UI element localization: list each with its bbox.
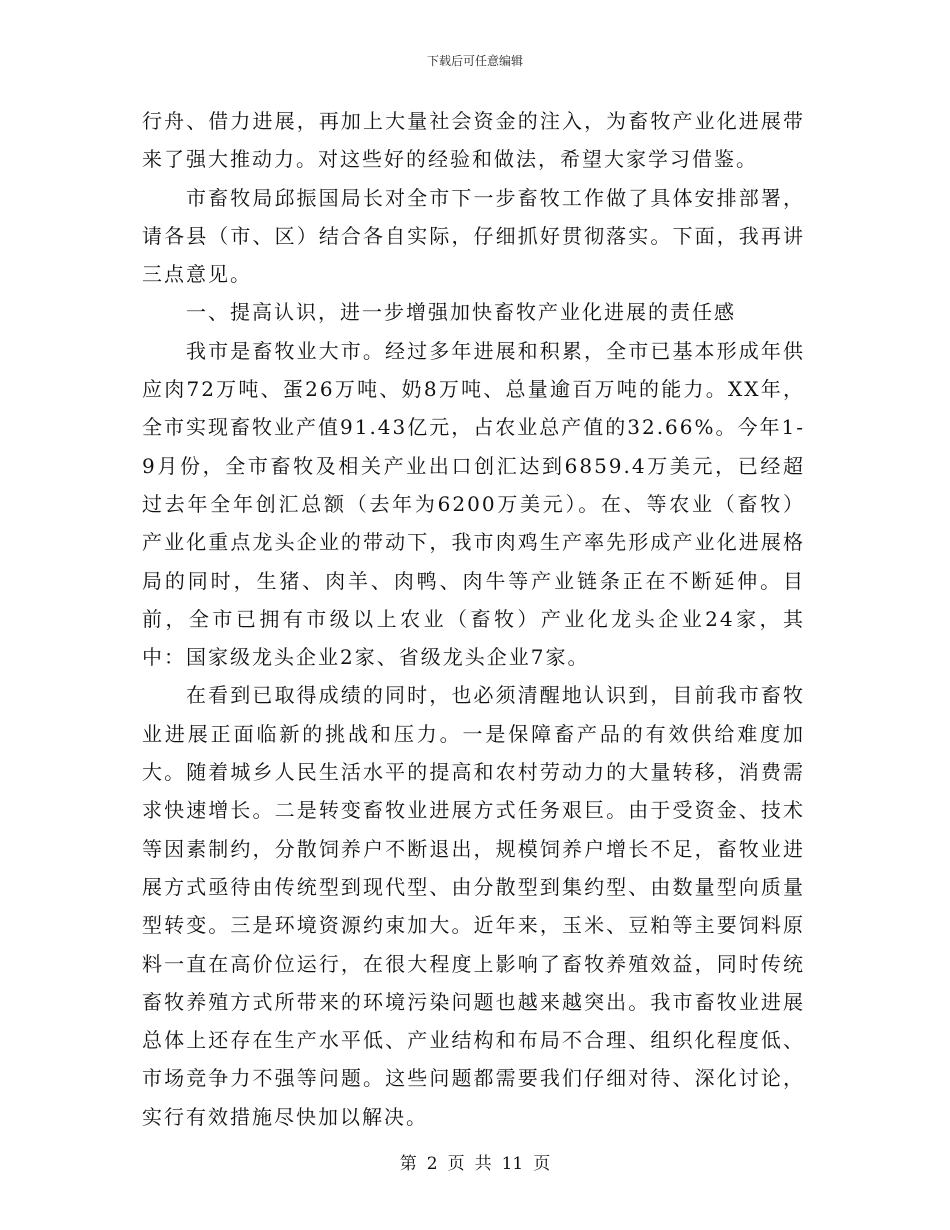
footer-page-word: 页 (447, 1154, 465, 1174)
paragraph-continuation: 行舟、借力进展，再加上大量社会资金的注入，为畜牧产业化进展带来了强大推动力。对这些好的经验和做法，希望大家学习借鉴。 (142, 109, 805, 172)
page-footer (0, 1153, 950, 1175)
footer-suffix: 页 (533, 1154, 551, 1174)
footer-prefix: 第 (399, 1154, 417, 1174)
document-body (142, 102, 805, 1136)
paragraph: 市畜牧局邱振国局长对全市下一步畜牧工作做了具体安排部署，请各县（市、区）结合各自实际，仔细抓好贯彻落实。下面，我再讲三点意见。 (142, 185, 805, 287)
footer-total-pages: 11 (501, 1154, 524, 1174)
paragraph: 我市是畜牧业大市。经过多年进展和积累，全市已基本形成年供应肉72万吨、蛋26万吨、奶8万吨、总量逾百万吨的能力。XX年，全市实现畜牧业产值91.43亿元，占农业总产值的32.66%。今年1-9月份，全市畜牧及相关产业出口创汇达到6859.4万美元，已经超过去年全年创汇总额（去年为6200万美元）。在、等农业（畜牧）产业化重点龙头企业的带动下，我市肉鸡生产率先形成产业化进展格局的同时，生猪、肉羊、肉鸭、肉牛等产业链条正在不断延伸。目前，全市已拥有市级以上农业（畜牧）产业化龙头企业24家，其中：国家级龙头企业2家、省级龙头企业7家。 (142, 338, 805, 670)
paragraph: 在看到已取得成绩的同时，也必须清醒地认识到，目前我市畜牧业进展正面临新的挑战和压力。一是保障畜产品的有效供给难度加大。随着城乡人民生活水平的提高和农村劳动力的大量转移，消费需求快速增长。二是转变畜牧业进展方式任务艰巨。由于受资金、技术等因素制约，分散饲养户不断退出，规模饲养户增长不足，畜牧业进展方式亟待由传统型到现代型、由分散型到集约型、由数量型向质量型转变。三是环境资源约束加大。近年来，玉米、豆粕等主要饲料原料一直在高价位运行，在很大程度上影响了畜牧养殖效益，同时传统畜牧养殖方式所带来的环境污染问题也越来越突出。我市畜牧业进展总体上还存在生产水平低、产业结构和布局不合理、组织化程度低、市场竞争力不强等问题。这些问题都需要我们仔细对待、深化讨论，实行有效措施尽快加以解决。 (142, 683, 805, 1129)
footer-total-label: 共 (474, 1154, 492, 1174)
section-heading: 一、提高认识，进一步增强加快畜牧产业化进展的责任感 (186, 300, 736, 325)
page-header-note: 下载后可任意编辑 (426, 54, 523, 68)
footer-page-number: 2 (426, 1154, 438, 1174)
